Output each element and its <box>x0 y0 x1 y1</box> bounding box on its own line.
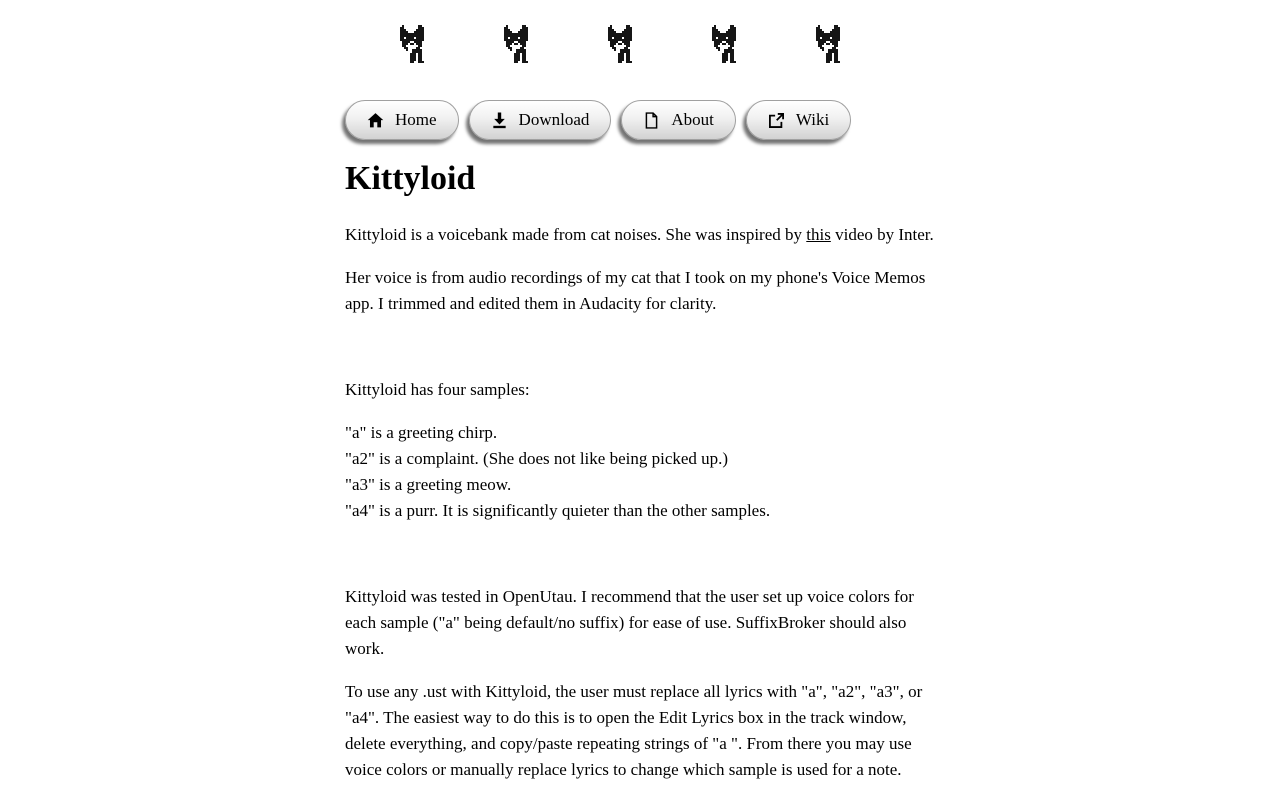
intro-paragraph <box>345 222 935 248</box>
voice-paragraph: Her voice is from audio recordings of my cat that I took on my phone's Voice Memos app. I trimmed and edited them in Audacity for clarity. <box>345 268 926 313</box>
cat-icon <box>502 25 530 63</box>
nav-button-download[interactable] <box>469 100 612 140</box>
nav-button-label: Home <box>395 110 437 129</box>
usage-paragraph: To use any .ust with Kittyloid, the user must replace all lyrics with "a", "a2", "a3", or "a4". The easiest way to do this is to open the Edit Lyrics box in the track window, delete everything, and copy/paste repeating strings of "a ". From there you may use voice colors or manually replace lyrics to change which sample is used for a note. <box>345 682 923 779</box>
testing-paragraph: Kittyloid was tested in OpenUtau. I recommend that the user set up voice colors for each sample ("a" being default/no suffix) for ease of use. SuffixBroker should also work. <box>345 587 914 658</box>
cat-icon <box>398 25 426 63</box>
blank-paragraph <box>345 334 935 360</box>
sample-line: "a3" is a greeting meow. <box>345 475 512 494</box>
nav-button-about[interactable] <box>621 100 736 140</box>
cats-row <box>345 25 935 63</box>
blank-paragraph <box>345 541 935 567</box>
intro-before-link: Kittyloid is a voicebank made from cat noises. She was inspired by <box>345 225 807 244</box>
this-link[interactable]: this <box>806 225 831 244</box>
file-icon <box>643 112 660 129</box>
sample-line: "a4" is a purr. It is significantly quieter than the other samples. <box>345 501 771 520</box>
home-icon <box>367 112 384 129</box>
nav-button-home[interactable] <box>345 100 459 140</box>
cat-icon <box>710 25 738 63</box>
sample-line: "a" is a greeting chirp. <box>345 423 498 442</box>
intro-after-link: video by Inter. <box>830 225 934 244</box>
samples-intro: Kittyloid has four samples: <box>345 380 530 399</box>
sample-line: "a2" is a complaint. (She does not like being picked up.) <box>345 449 729 468</box>
main-content <box>345 160 935 783</box>
samples-list <box>345 420 935 524</box>
cat-icon <box>606 25 634 63</box>
nav-button-wiki[interactable] <box>746 100 851 140</box>
nav-button-label: About <box>671 110 714 129</box>
cat-icon <box>814 25 842 63</box>
page-container <box>345 0 935 783</box>
page-title: Kittyloid <box>345 160 476 197</box>
nav-button-label: Wiki <box>795 110 830 129</box>
external-link-icon <box>768 112 785 129</box>
nav-bar <box>345 100 935 140</box>
download-icon <box>491 112 508 129</box>
nav-button-label: Download <box>518 110 590 129</box>
